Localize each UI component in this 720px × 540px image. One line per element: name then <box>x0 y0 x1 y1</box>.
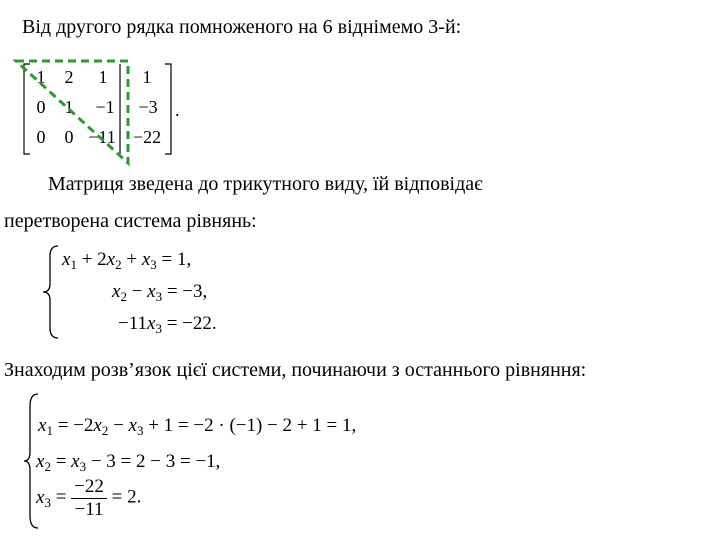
matrix-cell: 1 <box>98 67 108 87</box>
paragraph-triangular-line1: Матриця зведена до трикутного виду, їй відповідає <box>48 173 483 195</box>
solution-system <box>22 392 422 532</box>
matrix-cell: 0 <box>64 127 74 147</box>
solution-line-2: $x_2 = x_3 - 3 = 2 - 3 = -1$, <box>36 451 221 474</box>
matrix-cell: 0 <box>36 127 46 147</box>
paragraph-triangular-line2: перетворена система рівнянь: <box>4 210 257 232</box>
heading-text: Від другого рядка помноженого на 6 віднімемо 3-й: <box>22 16 462 38</box>
matrix-cell: 2 <box>64 67 74 87</box>
matrix-cell: 1 <box>64 97 74 117</box>
matrix-cell: 1 <box>142 67 152 87</box>
fraction-numerator: −22 <box>71 476 107 499</box>
solution-line-1: $x_1 = -2x_2 - x_3 + 1 = -2 \cdot (-1) - 2 + 1 = 1$, <box>38 415 357 438</box>
paragraph-solution-intro: Знаходим розв’язок цієї системи, починаючи з останнього рівняння: <box>4 359 587 381</box>
equation-system-1 <box>40 244 300 340</box>
system1-equation-2: $x_2 - x_3 = -3$, <box>112 281 208 304</box>
matrix-cell: −11 <box>88 127 116 147</box>
fraction-denominator: −11 <box>74 498 104 520</box>
matrix-cell: −3 <box>138 97 158 117</box>
system1-equation-1: $x_1 + 2x_2 + x_3 = 1$, <box>62 249 192 272</box>
matrix-cell: 0 <box>36 97 46 117</box>
solution-line3-result: = 2. <box>111 486 142 508</box>
solution-fraction <box>71 476 107 521</box>
left-brace-icon <box>40 244 60 340</box>
matrix-trailing-dot: . <box>175 100 180 120</box>
system1-equation-3: $-11x_3 = -22$. <box>118 313 217 336</box>
solution-line-3: $x_3$ = $\frac{-22}{-11}$ = 2. <box>36 476 142 520</box>
matrix-cell: −22 <box>132 127 162 147</box>
matrix-cell: 1 <box>36 67 46 87</box>
matrix-cell: −1 <box>95 97 115 117</box>
